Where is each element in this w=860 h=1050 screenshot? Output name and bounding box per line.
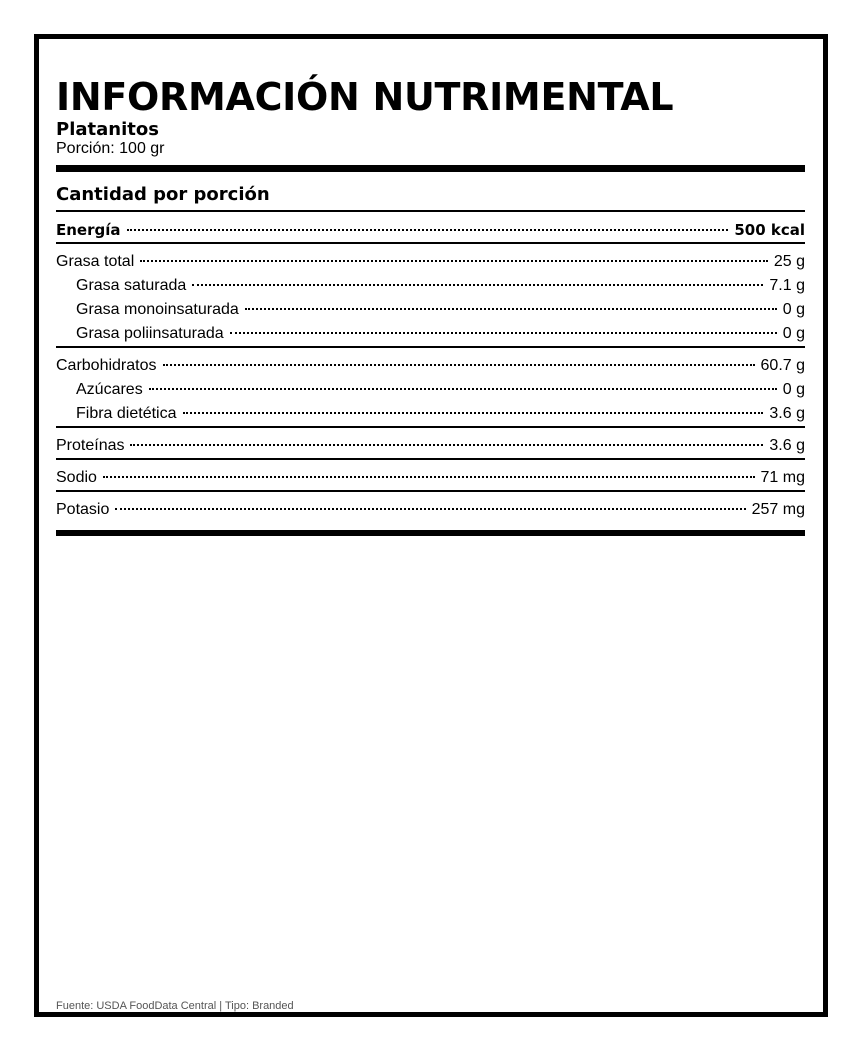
- nutrient-name: Grasa total: [56, 253, 135, 270]
- dot-leader: [192, 284, 763, 286]
- nutrient-value: 0 g: [782, 381, 805, 398]
- dot-leader: [140, 260, 768, 262]
- thick-divider: [56, 165, 805, 172]
- product-name: Platanitos: [56, 119, 159, 140]
- sodium-group: [56, 460, 805, 490]
- dot-leader: [245, 308, 777, 310]
- nutrient-row-protein: [56, 434, 805, 458]
- dot-leader: [183, 412, 764, 414]
- carbs-group: [56, 348, 805, 426]
- nutrient-name: Carbohidratos: [56, 357, 157, 374]
- nutrient-row-fat: [56, 250, 805, 274]
- nutrient-value: 71 mg: [760, 469, 805, 486]
- label-content: [56, 39, 805, 536]
- nutrient-row-polyunsaturated-fat: [56, 322, 805, 346]
- thick-divider-bottom: [56, 530, 805, 536]
- fat-group: [56, 244, 805, 346]
- nutrition-label: [34, 34, 828, 1017]
- dot-leader: [130, 444, 763, 446]
- nutrient-value: 257 mg: [751, 501, 805, 518]
- nutrient-name: Sodio: [56, 469, 97, 486]
- portion-size: Porción: 100 gr: [56, 140, 165, 157]
- dot-leader: [127, 229, 729, 231]
- nutrient-name: Grasa monoinsaturada: [76, 301, 239, 318]
- nutrient-value: 0 g: [782, 301, 805, 318]
- nutrient-row-monounsaturated-fat: [56, 298, 805, 322]
- nutrient-value: 3.6 g: [769, 405, 805, 422]
- nutrient-row-energy: [56, 218, 805, 242]
- nutrient-row-potassium: [56, 498, 805, 522]
- energy-group: [56, 212, 805, 242]
- nutrient-value: 60.7 g: [760, 357, 805, 374]
- nutrient-value: 500 kcal: [734, 221, 805, 239]
- dot-leader: [115, 508, 745, 510]
- nutrient-value: 0 g: [782, 325, 805, 342]
- nutrient-name: Fibra dietética: [76, 405, 177, 422]
- nutrient-name: Grasa saturada: [76, 277, 187, 294]
- nutrient-name: Energía: [56, 221, 121, 239]
- nutrient-row-carbohydrates: [56, 354, 805, 378]
- nutrient-row-saturated-fat: [56, 274, 805, 298]
- nutrient-name: Proteínas: [56, 437, 125, 454]
- dot-leader: [163, 364, 755, 366]
- nutrient-name: Grasa poliinsaturada: [76, 325, 224, 342]
- nutrient-value: 3.6 g: [769, 437, 805, 454]
- nutrient-value: 7.1 g: [769, 277, 805, 294]
- label-title: INFORMACIÓN NUTRIMENTAL: [56, 75, 674, 119]
- nutrient-row-fiber: [56, 402, 805, 426]
- protein-group: [56, 428, 805, 458]
- section-heading: Cantidad por porción: [56, 184, 270, 205]
- source-footer: Fuente: USDA FoodData Central | Tipo: Branded: [56, 1000, 294, 1012]
- dot-leader: [103, 476, 755, 478]
- nutrient-value: 25 g: [773, 253, 805, 270]
- dot-leader: [230, 332, 777, 334]
- nutrient-name: Azúcares: [76, 381, 143, 398]
- nutrient-row-sugars: [56, 378, 805, 402]
- dot-leader: [149, 388, 777, 390]
- nutrient-name: Potasio: [56, 501, 110, 518]
- nutrient-row-sodium: [56, 466, 805, 490]
- potassium-group: [56, 492, 805, 522]
